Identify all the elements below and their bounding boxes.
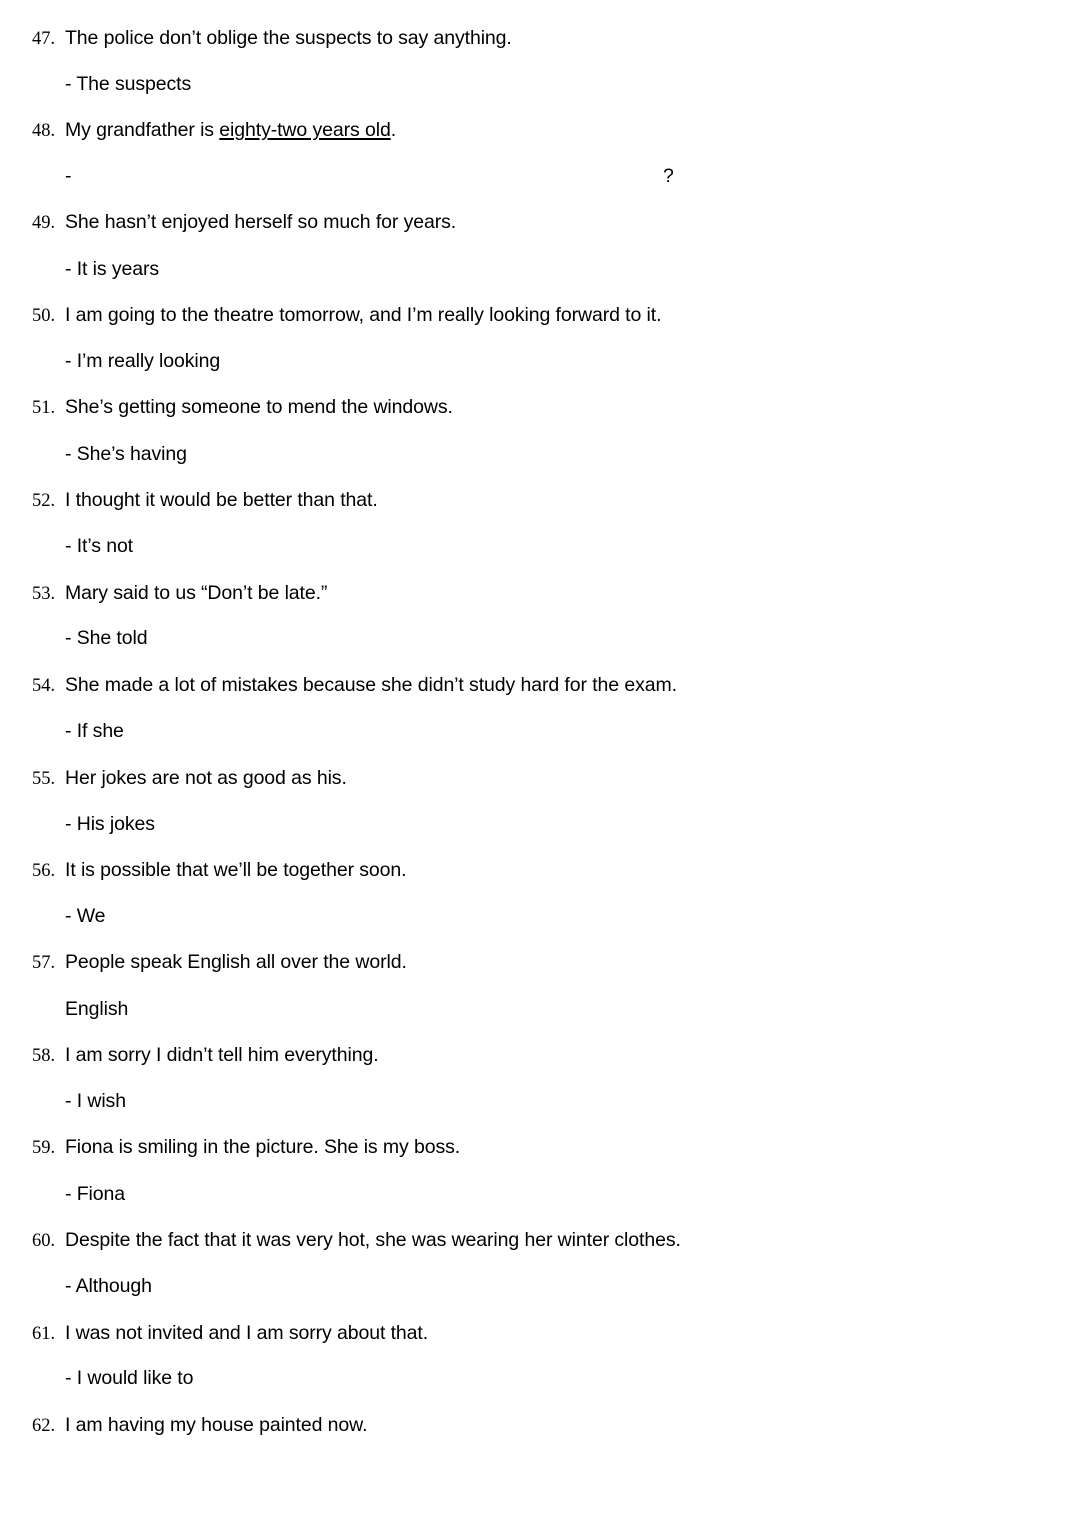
rewrite-prompt: - I would like to — [65, 1367, 194, 1389]
exercise-47-sentence — [0, 27, 1080, 73]
exercise-60-sentence — [0, 1229, 1080, 1275]
exercise-number: 57. — [32, 953, 56, 973]
exercise-58-sentence — [0, 1044, 1080, 1090]
exercise-61-sentence — [0, 1322, 1080, 1368]
exercise-51-prompt — [0, 443, 1080, 489]
exercise-number: 61. — [32, 1324, 56, 1344]
exercise-number: 55. — [32, 769, 56, 789]
exercise-sentence: People speak English all over the world. — [65, 951, 407, 973]
exercise-sentence: Despite the fact that it was very hot, she was wearing her winter clothes. — [65, 1229, 681, 1251]
rewrite-prompt: - Although — [65, 1275, 152, 1297]
exercise-sentence: I was not invited and I am sorry about that. — [65, 1322, 429, 1344]
exercise-54-prompt — [0, 720, 1080, 766]
rewrite-prompt: - — [65, 165, 72, 187]
exercise-sentence: She’s getting someone to mend the windows. — [65, 396, 453, 418]
rewrite-prompt: - I wish — [65, 1090, 126, 1112]
rewrite-prompt: - His jokes — [65, 813, 155, 835]
exercise-number: 50. — [32, 306, 56, 326]
exercise-sentence: I am having my house painted now. — [65, 1414, 368, 1436]
rewrite-prompt: - It’s not — [65, 535, 134, 557]
exercise-sentence: She made a lot of mistakes because she didn’t study hard for the exam. — [65, 674, 677, 696]
exercise-57-sentence — [0, 951, 1080, 997]
sentence-start: My grandfather is — [65, 119, 220, 141]
exercise-number: 56. — [32, 861, 56, 881]
exercise-number: 53. — [32, 584, 56, 604]
exercise-sentence: Her jokes are not as good as his. — [65, 767, 347, 789]
exercise-55-prompt — [0, 813, 1080, 859]
exercise-49-prompt — [0, 258, 1080, 304]
question-mark: ? — [663, 165, 674, 187]
exercise-number: 49. — [32, 213, 56, 233]
exercise-number: 52. — [32, 491, 56, 511]
exercise-59-sentence — [0, 1136, 1080, 1182]
exercise-number: 58. — [32, 1046, 56, 1066]
rewrite-prompt: - She told — [65, 627, 148, 649]
exercise-52-prompt — [0, 535, 1080, 581]
exercise-number: 62. — [32, 1416, 56, 1436]
exercise-56-prompt — [0, 905, 1080, 951]
exercise-sentence: The police don’t oblige the suspects to say anything. — [65, 27, 512, 49]
underlined-phrase: eighty-two years old — [219, 119, 391, 141]
exercise-number: 54. — [32, 676, 56, 696]
rewrite-prompt: - Fiona — [65, 1183, 125, 1205]
exercise-number: 47. — [32, 29, 56, 49]
exercise-number: 60. — [32, 1231, 56, 1251]
sentence-end: . — [390, 119, 397, 141]
exercise-54-sentence — [0, 674, 1080, 720]
exercise-61-prompt — [0, 1367, 1080, 1413]
exercise-48-prompt — [0, 165, 1080, 211]
exercise-number: 48. — [32, 121, 56, 141]
rewrite-prompt: - I’m really looking — [65, 350, 221, 372]
exercise-50-sentence — [0, 304, 1080, 350]
exercise-58-prompt — [0, 1090, 1080, 1136]
exercise-52-sentence — [0, 489, 1080, 535]
exercise-57-prompt — [0, 998, 1080, 1044]
rewrite-prompt: - It is years — [65, 258, 160, 280]
exercise-55-sentence — [0, 767, 1080, 813]
exercise-48-sentence — [0, 119, 1080, 165]
exercise-50-prompt — [0, 350, 1080, 396]
exercise-59-prompt — [0, 1183, 1080, 1229]
exercise-53-prompt — [0, 627, 1080, 673]
exercise-51-sentence — [0, 396, 1080, 442]
rewrite-prompt: - She’s having — [65, 443, 187, 465]
exercise-56-sentence — [0, 859, 1080, 905]
exercise-sentence: Mary said to us “Don’t be late.” — [65, 582, 328, 604]
exercise-number: 59. — [32, 1138, 56, 1158]
exercise-sentence: She hasn’t enjoyed herself so much for years. — [65, 211, 457, 233]
rewrite-prompt: - The suspects — [65, 73, 192, 95]
exercise-53-sentence — [0, 582, 1080, 628]
exercise-sentence: Fiona is smiling in the picture. She is my boss. — [65, 1136, 461, 1158]
exercise-sentence: I thought it would be better than that. — [65, 489, 378, 511]
exercise-sentence: It is possible that we’ll be together soon. — [65, 859, 407, 881]
exercise-sentence — [65, 118, 396, 142]
exercise-sentence: I am going to the theatre tomorrow, and I’m really looking forward to it. — [65, 304, 662, 326]
exercise-49-sentence — [0, 211, 1080, 257]
exercise-60-prompt — [0, 1275, 1080, 1321]
exercise-number: 51. — [32, 398, 56, 418]
rewrite-prompt: English — [65, 998, 129, 1020]
rewrite-prompt: - If she — [65, 720, 124, 742]
exercise-sentence: I am sorry I didn’t tell him everything. — [65, 1044, 379, 1066]
rewrite-prompt: - We — [65, 905, 106, 927]
exercise-47-prompt — [0, 73, 1080, 119]
exercise-62-sentence — [0, 1414, 1080, 1460]
